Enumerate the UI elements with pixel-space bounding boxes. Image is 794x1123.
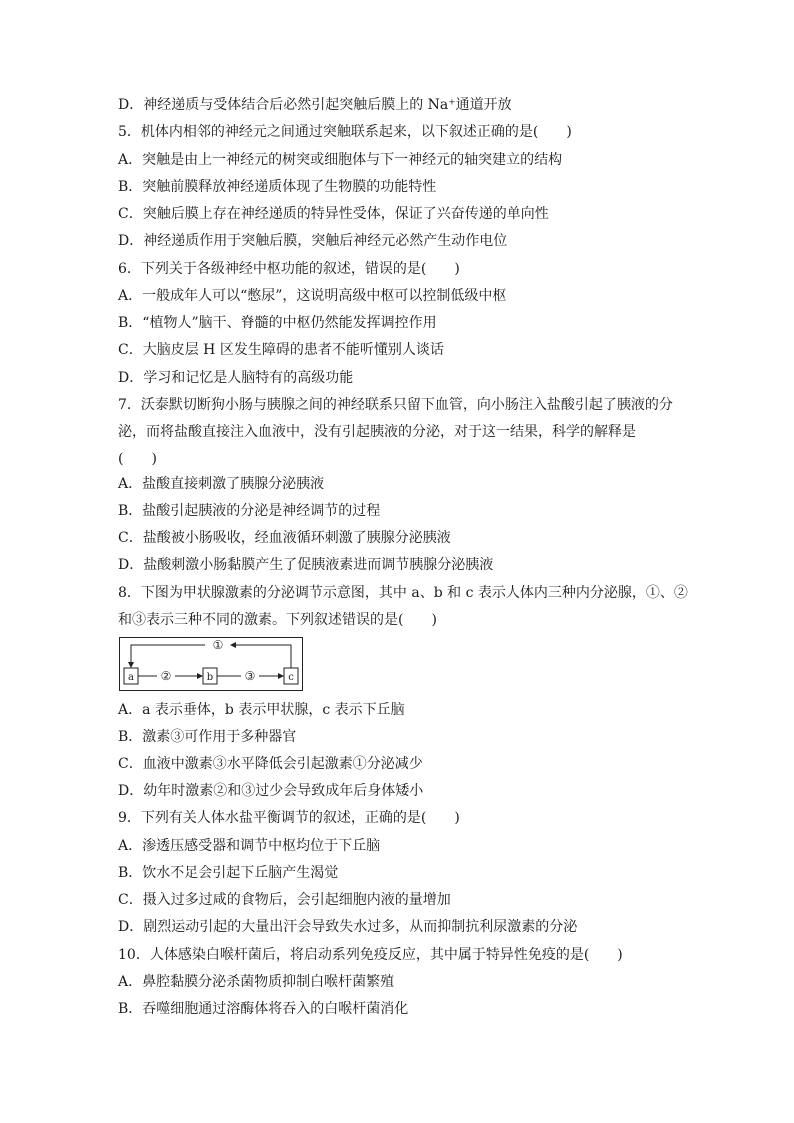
hormone-2-label: ② [160,669,172,683]
q8-option-a: A．a 表示垂体，b 表示甲状腺，c 表示下丘脑 [118,702,405,718]
q8-stem-line-1: 8．下图为甲状腺激素的分泌调节示意图，其中 a、b 和 c 表示人体内三种内分泌腺，①、② [118,585,688,601]
q7-stem-line-2: 泌，而将盐酸直接注入血液中，没有引起胰液的分泌，对于这一结果，科学的解释是 [118,424,636,440]
q6-option-a: A．一般成年人可以“憋尿”，这说明高级中枢可以控制低级中枢 [118,288,507,304]
q5-option-c: C．突触后膜上存在神经递质的特异性受体，保证了兴奋传递的单向性 [118,206,549,222]
q5-stem: 5．机体内相邻的神经元之间通过突触联系起来，以下叙述正确的是( ) [118,124,572,140]
q7-option-d: D．盐酸刺激小肠黏膜产生了促胰液素进而调节胰腺分泌胰液 [118,557,494,573]
q7-option-a: A．盐酸直接刺激了胰腺分泌胰液 [118,476,325,492]
gland-b-label: b [206,672,214,683]
q6-option-d: D．学习和记忆是人脑特有的高级功能 [118,370,354,386]
q8-option-b: B．激素③可作用于多种器官 [118,729,297,745]
q10-stem: 10．人体感染白喉杆菌后，将启动系列免疫反应，其中属于特异性免疫的是( ) [118,947,623,963]
q9-option-a: A．渗透压感受器和调节中枢均位于下丘脑 [118,838,381,854]
q7-option-b: B．盐酸引起胰液的分泌是神经调节的过程 [118,503,381,519]
q9-option-d: D．剧烈运动引起的大量出汗会导致失水过多，从而抑制抗利尿激素的分泌 [118,919,578,935]
q7-stem-line-3: ( ) [118,451,157,467]
q8-option-d: D．幼年时激素②和③过少会导致成年后身体矮小 [118,783,424,799]
q4-option-d: D．神经递质与受体结合后必然引起突触后膜上的 Na⁺通道开放 [118,97,512,113]
q6-stem: 6．下列关于各级神经中枢功能的叙述，错误的是( ) [118,261,460,277]
gland-c-label: c [288,672,294,683]
q6-option-b: B．“植物人”脑干、脊髓的中枢仍然能发挥调控作用 [118,315,437,331]
q6-option-c: C．大脑皮层 H 区发生障碍的患者不能听懂别人谈话 [118,342,444,358]
q7-stem-line-1: 7．沃泰默切断狗小肠与胰腺之间的神经联系只留下血管，向小肠注入盐酸引起了胰液的分 [118,397,673,413]
q5-option-b: B．突触前膜释放神经递质体现了生物膜的功能特性 [118,179,437,195]
feedback-arrow-2 [131,645,205,667]
q9-option-b: B．饮水不足会引起下丘脑产生渴觉 [118,865,339,881]
feedback-arrow-1 [231,645,291,668]
q9-option-c: C．摄入过多过咸的食物后，会引起细胞内液的量增加 [118,892,451,908]
gland-a-label: a [128,672,134,683]
q5-option-a: A．突触是由上一神经元的树突或细胞体与下一神经元的轴突建立的结构 [118,152,563,168]
q9-stem: 9．下列有关人体水盐平衡调节的叙述，正确的是( ) [118,810,460,826]
q8-option-c: C．血液中激素③水平降低会引起激素①分泌减少 [118,756,423,772]
q8-stem-line-2: 和③表示三种不同的激素。下列叙述错误的是( ) [118,612,437,628]
q10-option-a: A．鼻腔黏膜分泌杀菌物质抑制白喉杆菌繁殖 [118,974,395,990]
q7-option-c: C．盐酸被小肠吸收，经血液循环刺激了胰腺分泌胰液 [118,530,451,546]
hormone-3-label: ③ [244,669,256,683]
q5-option-d: D．神经递质作用于突触后膜，突触后神经元必然产生动作电位 [118,233,508,249]
thyroid-regulation-diagram [119,637,303,691]
hormone-1-label: ① [212,638,224,652]
q10-option-b: B．吞噬细胞通过溶酶体将吞入的白喉杆菌消化 [118,1001,409,1017]
